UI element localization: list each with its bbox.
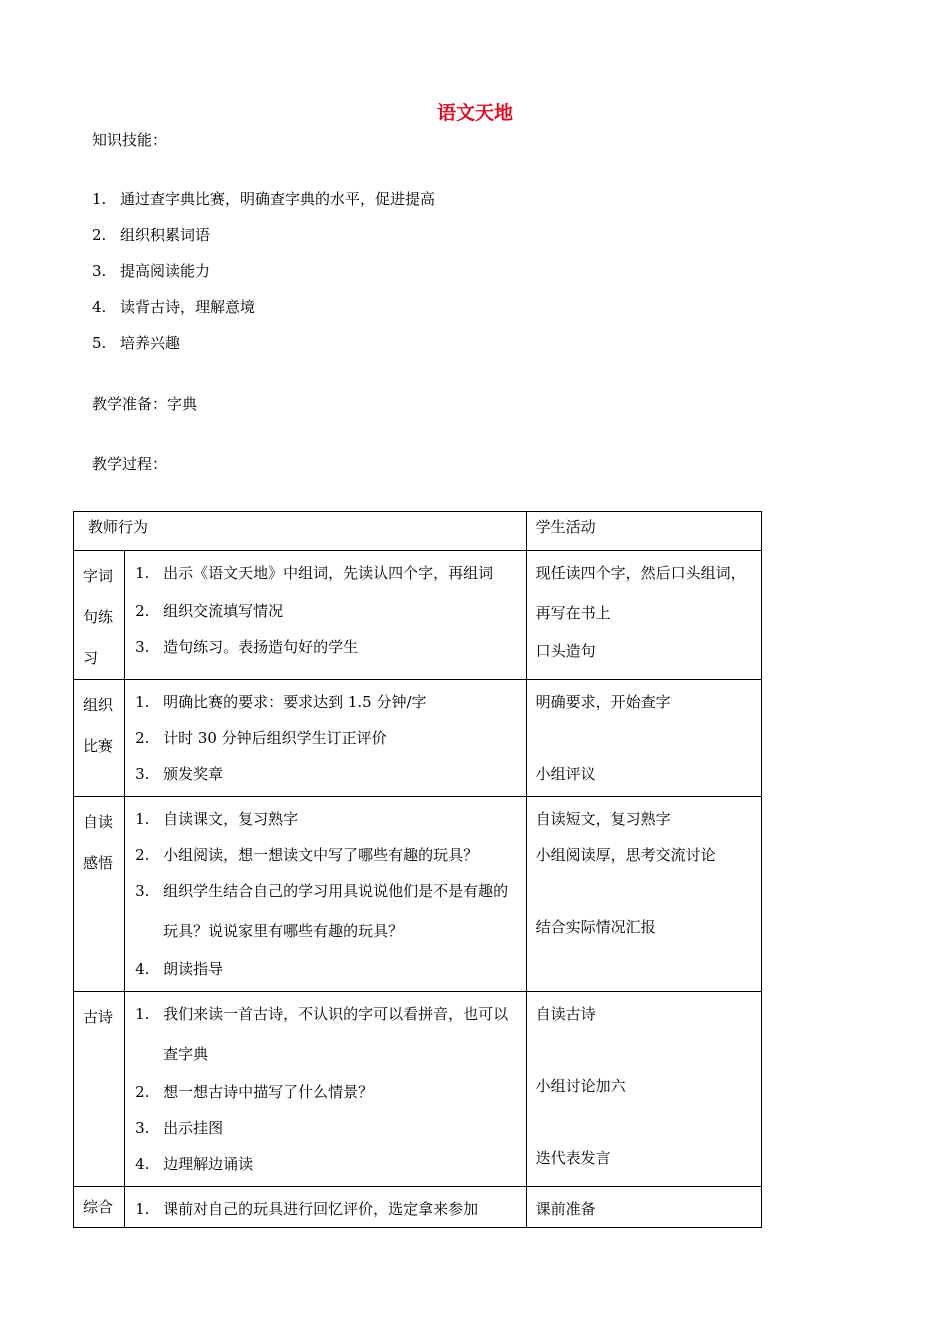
step-text: 出示挂图	[163, 1119, 224, 1137]
teacher-cell	[125, 551, 527, 680]
step-number: 3.	[135, 765, 150, 783]
category-cell	[74, 992, 125, 1187]
category-label: 自读感悟	[83, 813, 114, 872]
step-item	[135, 801, 518, 837]
goal-text: 组织积累词语	[120, 226, 211, 244]
goal-number: 1.	[92, 190, 107, 208]
step-text: 造句练习。表扬造句好的学生	[163, 638, 359, 656]
goal-item	[92, 296, 255, 317]
category-label: 字词句练习	[83, 567, 114, 667]
student-cell	[526, 797, 761, 992]
step-text: 组织交流填写情况	[163, 602, 284, 620]
step-item	[135, 1146, 518, 1182]
header-student-cell	[526, 512, 761, 551]
teacher-cell	[125, 797, 527, 992]
step-text: 明确比赛的要求：要求达到 1.5 分钟/字	[163, 693, 427, 711]
goal-number: 3.	[92, 262, 107, 280]
step-number: 1.	[135, 693, 150, 711]
student-cell	[526, 1187, 761, 1228]
student-activity-spacer	[536, 1104, 755, 1140]
table-header-row	[74, 512, 762, 551]
student-cell	[526, 992, 761, 1187]
step-item	[135, 684, 518, 720]
header-teacher-cell	[74, 512, 527, 551]
goal-number: 5.	[92, 334, 107, 352]
student-activity: 明确要求，开始查字	[535, 693, 671, 711]
student-activity-spacer	[536, 873, 755, 909]
table-row	[74, 797, 762, 992]
step-text: 组织学生结合自己的学习用具说说他们是不是有趣的玩具？说说家里有哪些有趣的玩具？	[163, 882, 509, 940]
teacher-cell	[125, 992, 527, 1187]
knowledge-label: 知识技能：	[92, 131, 168, 149]
step-number: 3.	[135, 1119, 150, 1137]
step-item	[135, 873, 518, 951]
step-item	[135, 593, 518, 629]
table-row	[74, 551, 762, 680]
step-text: 朗读指导	[163, 960, 224, 978]
step-text: 想一想古诗中描写了什么情景？	[163, 1083, 374, 1101]
page-title: 语文天地	[436, 102, 513, 124]
step-number: 2.	[135, 846, 150, 864]
student-activity: 结合实际情况汇报	[535, 918, 656, 936]
goal-text: 通过查字典比赛，明确查字典的水平，促进提高	[120, 190, 436, 208]
step-number: 3.	[135, 638, 150, 656]
student-activity: 现任读四个字，然后口头组词，再写在书上	[535, 564, 746, 622]
teacher-cell	[125, 680, 527, 797]
step-item	[135, 837, 518, 873]
process-label: 教学过程：	[92, 455, 168, 473]
goal-text: 培养兴趣	[120, 334, 181, 352]
category-cell	[74, 1187, 125, 1228]
category-cell	[74, 680, 125, 797]
category-label: 综合	[83, 1198, 114, 1216]
category-label: 组织比赛	[83, 696, 114, 755]
goal-item	[92, 224, 210, 245]
goal-text: 读背古诗，理解意境	[120, 298, 256, 316]
step-item	[135, 1110, 518, 1146]
step-text: 边理解边诵读	[163, 1155, 254, 1173]
category-cell	[74, 797, 125, 992]
teaching-prep: 教学准备：字典	[92, 395, 198, 413]
goal-text: 提高阅读能力	[120, 262, 211, 280]
student-cell	[526, 680, 761, 797]
step-item	[135, 1074, 518, 1110]
step-number: 4.	[135, 1155, 150, 1173]
step-text: 我们来读一首古诗，不认识的字可以看拼音，也可以查字典	[163, 1005, 509, 1063]
student-activity: 小组阅读厚，思考交流讨论	[535, 846, 716, 864]
step-number: 1.	[135, 1005, 150, 1023]
lesson-table	[73, 511, 762, 1228]
step-text: 课前对自己的玩具进行回忆评价，选定拿来参加	[163, 1200, 479, 1218]
teacher-cell	[125, 1187, 527, 1228]
step-number: 2.	[135, 602, 150, 620]
goal-number: 4.	[92, 298, 107, 316]
step-text: 计时 30 分钟后组织学生订正评价	[163, 729, 387, 747]
student-activity: 口头造句	[535, 642, 596, 660]
step-number: 1.	[135, 564, 150, 582]
step-number: 1.	[135, 1200, 150, 1218]
goal-item	[92, 188, 435, 209]
step-item	[135, 951, 518, 987]
step-number: 2.	[135, 729, 150, 747]
table-row	[74, 680, 762, 797]
step-number: 3.	[135, 882, 150, 900]
student-activity: 自读短文，复习熟字	[535, 810, 671, 828]
student-activity: 小组评议	[535, 765, 596, 783]
header-student: 学生活动	[535, 518, 596, 536]
step-text: 颁发奖章	[163, 765, 224, 783]
step-number: 2.	[135, 1083, 150, 1101]
step-item	[135, 756, 518, 792]
step-item	[135, 720, 518, 756]
step-item	[135, 1191, 518, 1227]
student-activity: 自读古诗	[535, 1005, 596, 1023]
step-text: 出示《语文天地》中组词，先读认四个字，再组词	[163, 564, 494, 582]
student-activity: 小组讨论加六	[535, 1077, 626, 1095]
goal-item	[92, 260, 210, 281]
student-activity-spacer	[536, 720, 755, 756]
student-activity-spacer	[536, 1032, 755, 1068]
table-row	[74, 992, 762, 1187]
step-text: 小组阅读，想一想读文中写了哪些有趣的玩具？	[163, 846, 479, 864]
step-item	[135, 555, 518, 593]
step-text: 自读课文，复习熟字	[163, 810, 299, 828]
student-cell	[526, 551, 761, 680]
goal-number: 2.	[92, 226, 107, 244]
step-item	[135, 629, 518, 665]
step-number: 4.	[135, 960, 150, 978]
goal-item	[92, 332, 180, 353]
category-cell	[74, 551, 125, 680]
step-item	[135, 996, 518, 1074]
step-number: 1.	[135, 810, 150, 828]
header-teacher: 教师行为	[88, 518, 149, 536]
student-activity: 课前准备	[535, 1200, 596, 1218]
category-label: 古诗	[83, 1008, 114, 1026]
student-activity: 迭代表发言	[535, 1149, 611, 1167]
table-row	[74, 1187, 762, 1228]
